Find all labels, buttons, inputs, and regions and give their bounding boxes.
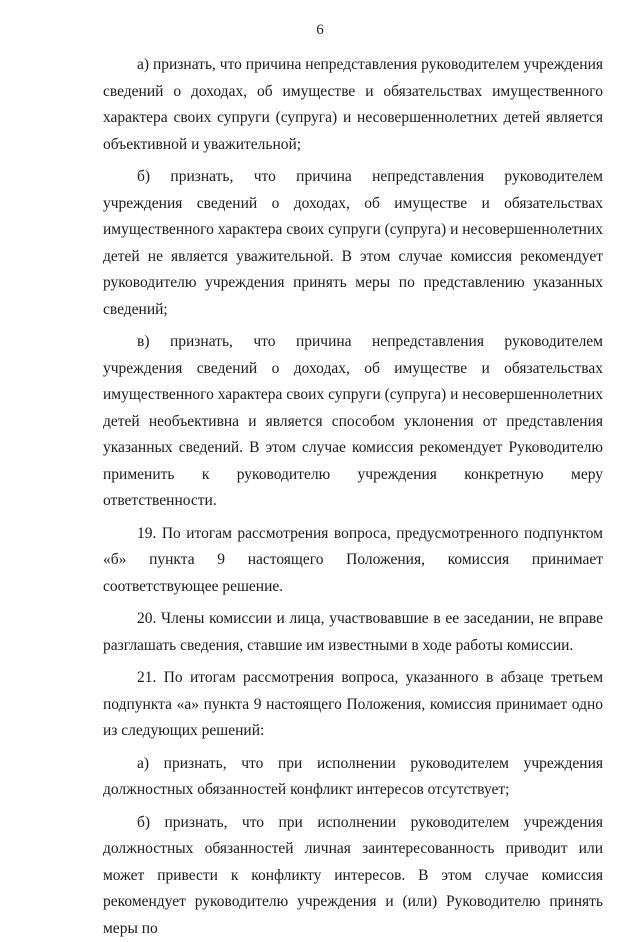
paragraph-v-evasion: в) признать, что причина непредставления руководителем учреждения сведений о доходах, об имуществе и обязательствах имущественного характера своих супруги (супруга) и несовершеннолетних детей необъективна и является способом уклонения от представления указанных сведений. В этом случае комиссия рекомендует Руководителю применить к руководителю учреждения конкретную меру ответственности. [103,329,603,515]
paragraph-21-b: б) признать, что при исполнении руководителем учреждения должностных обязанностей личная заинтересованность приводит или может привести к конфликту интересов. В этом случае комиссия рекомендует руководителю учреждения и (или) Руководителю принять меры по [103,810,603,942]
paragraph-a-objective: а) признать, что причина непредставления руководителем учреждения сведений о доходах, об имуществе и обязательствах имущественного характера своих супруги (супруга) и несовершеннолетних детей является объективной и уважительной; [103,52,603,158]
paragraph-20: 20. Члены комиссии и лица, участвовавшие в ее заседании, не вправе разглашать сведения, ставшие им известными в ходе работы комиссии. [103,606,603,659]
page-number: 6 [0,22,640,39]
paragraph-b-not-valid: б) признать, что причина непредставления руководителем учреждения сведений о доходах, об имуществе и обязательствах имущественного характера своих супруги (супруга) и несовершеннолетних детей не является уважительной. В этом случае комиссия рекомендует руководителю учреждения принять меры по представлению указанных сведений; [103,164,603,323]
paragraph-19: 19. По итогам рассмотрения вопроса, предусмотренного подпунктом «б» пункта 9 настоящего Положения, комиссия принимает соответствующее решение. [103,521,603,601]
document-body [103,52,603,942]
paragraph-21: 21. По итогам рассмотрения вопроса, указанного в абзаце третьем подпункта «а» пункта 9 настоящего Положения, комиссия принимает одно из следующих решений: [103,665,603,745]
paragraph-21-a: а) признать, что при исполнении руководителем учреждения должностных обязанностей конфликт интересов отсутствует; [103,751,603,804]
